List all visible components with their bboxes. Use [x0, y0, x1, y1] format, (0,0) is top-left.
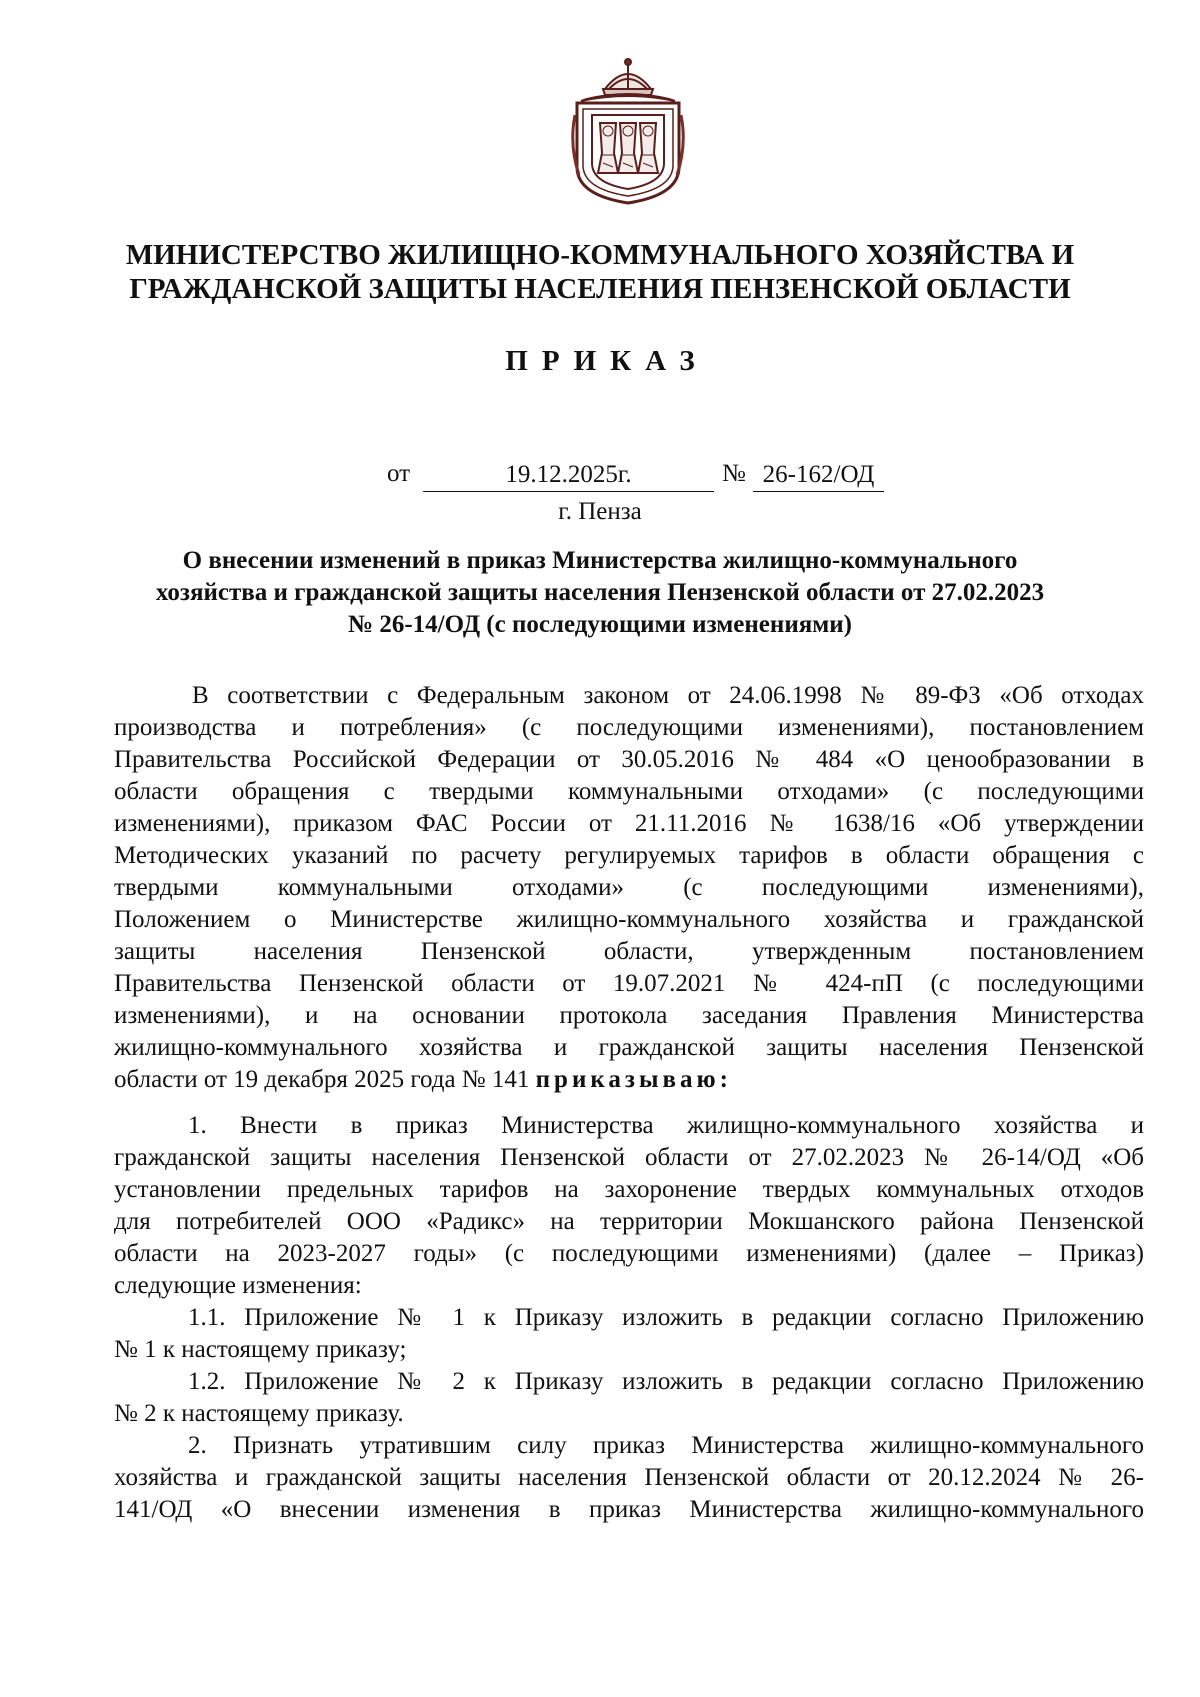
- subject-line: № 26-14/ОД (с последующими изменениями): [347, 611, 853, 638]
- body-line: 2. Признать утратившим силу приказ Министерства жилищно-коммунального: [188, 1432, 1144, 1459]
- subject-line: хозяйства и гражданской защиты населения Пензенской области от 27.02.2023: [155, 579, 1045, 606]
- body-line: Правительства Российской Федерации от 30.05.2016 № 484 «О ценообразовании в: [114, 746, 1144, 773]
- body-line: для потребителей ООО «Радикс» на территории Мокшанского района Пензенской: [114, 1208, 1144, 1235]
- body-line: 1.2. Приложение № 2 к Приказу изложить в редакции согласно Приложению: [188, 1368, 1144, 1395]
- body-line: следующие изменения:: [114, 1272, 362, 1299]
- body-line: Методических указаний по расчету регулируемых тарифов в области обращения с: [114, 842, 1144, 869]
- order-number: 26-162/ОД: [753, 460, 884, 492]
- body-line: производства и потребления» (с последующими изменениями), постановлением: [114, 714, 1144, 741]
- number-label: №: [722, 460, 746, 487]
- body-line: Положением о Министерстве жилищно-коммунального хозяйства и гражданской: [114, 906, 1144, 933]
- body-line: 1.1. Приложение № 1 к Приказу изложить в редакции согласно Приложению: [188, 1304, 1144, 1331]
- body-line: № 1 к настоящему приказу;: [114, 1336, 407, 1363]
- penza-region-coat-of-arms-icon: [565, 55, 691, 205]
- body-line: № 2 к настоящему приказу.: [114, 1400, 404, 1427]
- document-type-title: ПРИКАЗ: [505, 345, 709, 377]
- order-body: [114, 680, 1144, 1526]
- order-date: 19.12.2025г.: [423, 460, 714, 492]
- body-line: области на 2023-2027 годы» (с последующими изменениями) (далее – Приказ): [114, 1240, 1144, 1267]
- subject-line: О внесении изменений в приказ Министерства жилищно-коммунального: [182, 547, 1018, 574]
- body-line: изменениями), приказом ФАС России от 21.11.2016 № 1638/16 «Об утверждении: [114, 810, 1144, 837]
- body-line: хозяйства и гражданской защиты населения Пензенской области от 20.12.2024 № 26-: [114, 1464, 1144, 1491]
- ministry-name-line: МИНИСТЕРСТВО ЖИЛИЩНО-КОММУНАЛЬНОГО ХОЗЯЙСТВА И: [125, 239, 1075, 271]
- city-name: г. Пенза: [558, 498, 642, 525]
- item-1-2-paragraph: [114, 1366, 1144, 1430]
- body-line: В соответствии с Федеральным законом от 24.06.1998 № 89-ФЗ «Об отходах: [192, 682, 1144, 709]
- item-2-paragraph: [114, 1430, 1144, 1526]
- body-line: изменениями), и на основании протокола заседания Правления Министерства: [114, 1002, 1144, 1029]
- body-line: [114, 1064, 1144, 1096]
- date-prefix-label: от: [387, 460, 411, 487]
- body-line: твердыми коммунальными отходами» (с последующими изменениями),: [114, 874, 1144, 901]
- ministry-name: [100, 238, 1100, 306]
- preamble-last-text: области от 19 декабря 2025 года № 141: [114, 1066, 530, 1093]
- body-line: Правительства Пензенской области от 19.07.2021 № 424-пП (с последующими: [114, 970, 1144, 997]
- body-line: гражданской защиты населения Пензенской области от 27.02.2023 № 26-14/ОД «Об: [114, 1144, 1144, 1171]
- body-line: жилищно-коммунального хозяйства и гражданской защиты населения Пензенской: [114, 1034, 1144, 1061]
- body-line: области обращения с твердыми коммунальными отходами» (с последующими: [114, 778, 1144, 805]
- body-line: защиты населения Пензенской области, утвержденным постановлением: [114, 938, 1144, 965]
- body-line: 1. Внести в приказ Министерства жилищно-коммунального хозяйства и: [188, 1112, 1144, 1139]
- ministry-name-line: ГРАЖДАНСКОЙ ЗАЩИТЫ НАСЕЛЕНИЯ ПЕНЗЕНСКОЙ ОБЛАСТИ: [129, 273, 1071, 305]
- item-1-1-paragraph: [114, 1302, 1144, 1366]
- item-1-paragraph: [114, 1110, 1144, 1302]
- body-line: установлении предельных тарифов на захоронение твердых коммунальных отходов: [114, 1176, 1144, 1203]
- order-verb: приказываю:: [535, 1066, 732, 1093]
- preamble-paragraph: [114, 680, 1144, 1096]
- body-line: 141/ОД «О внесении изменения в приказ Министерства жилищно-коммунального: [114, 1496, 1144, 1523]
- order-subject: [115, 545, 1085, 641]
